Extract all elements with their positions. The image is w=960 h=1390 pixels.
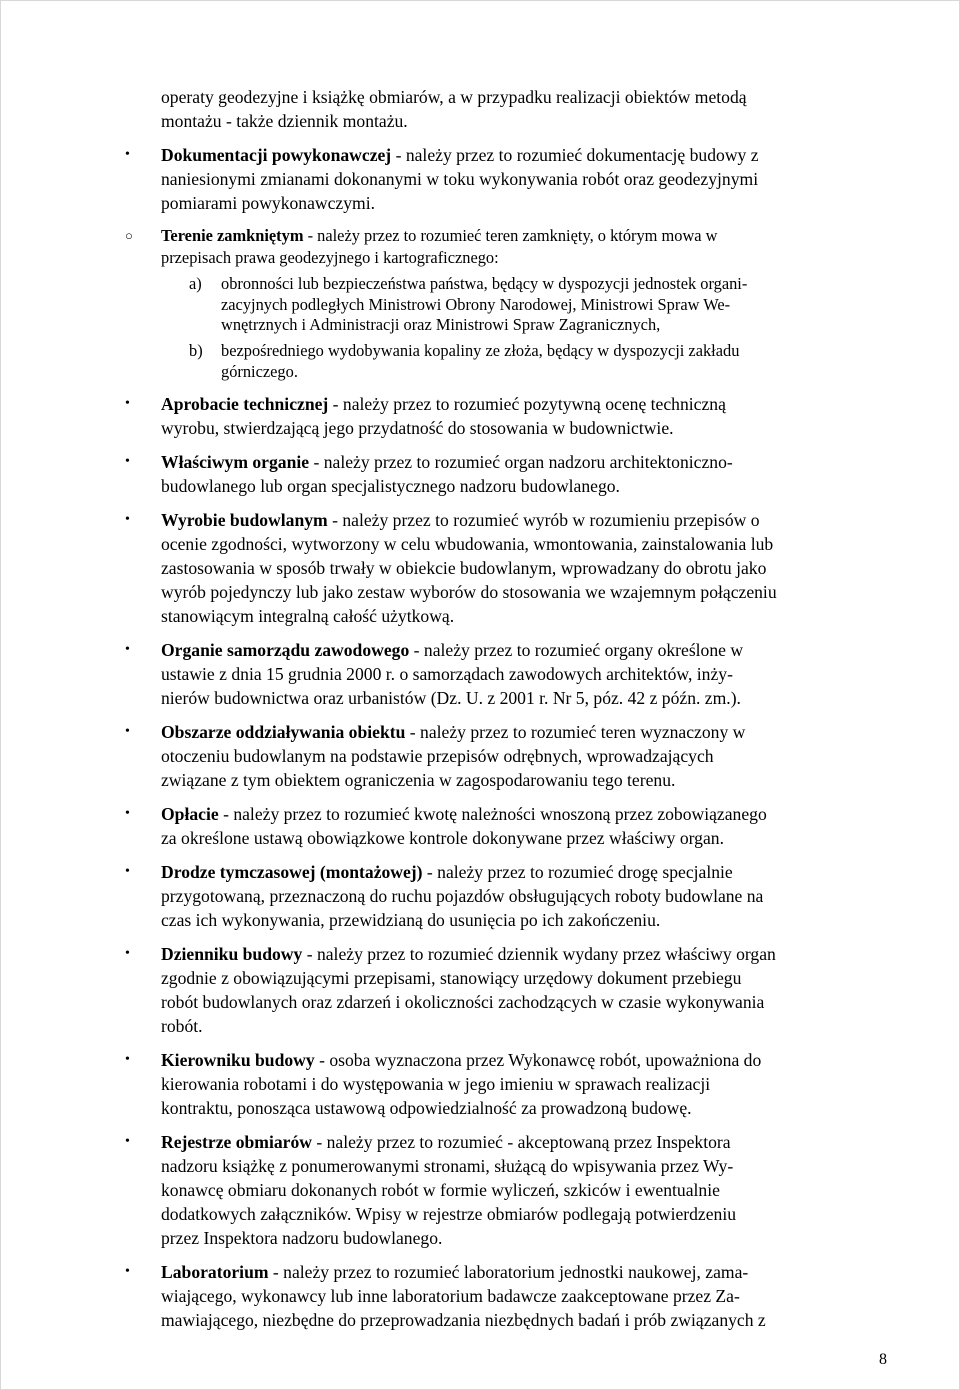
sub-item-label: b) <box>189 341 203 361</box>
definition-term: Dzienniku budowy <box>161 944 303 965</box>
text-line: budowlanego lub organ specjalistycznego nadzoru budowlanego. <box>161 476 620 497</box>
text-line: nierów budownictwa oraz urbanistów (Dz. U. z 2001 r. Nr 5, póz. 42 z późn. zm.). <box>161 688 741 709</box>
definition-item <box>119 450 889 498</box>
text-line <box>161 802 889 826</box>
text-line: przygotowaną, przeznaczoną do ruchu pojazdów obsługujących roboty budowlane na <box>161 886 764 907</box>
definition-term: Opłacie <box>161 804 219 825</box>
definition-term: Wyrobie budowlanym <box>161 510 328 531</box>
definition-item <box>119 720 889 792</box>
text-line: zgodnie z obowiązującymi przepisami, stanowiący urzędowy dokument przebiegu <box>161 968 742 989</box>
definition-term: Kierowniku budowy <box>161 1050 315 1071</box>
definition-text: - osoba wyznaczona przez Wykonawcę robót, upoważniona do <box>314 1050 762 1071</box>
text-line: za określone ustawą obowiązkowe kontrole dokonywane przez właściwy organ. <box>161 828 724 849</box>
definition-item <box>119 1048 889 1120</box>
bullet-icon: • <box>125 512 130 528</box>
definition-item <box>119 143 889 215</box>
text-line: montażu - także dziennik montażu. <box>161 111 408 131</box>
definition-text: - należy przez to rozumieć teren zamknięty, o którym mowa w <box>303 226 718 245</box>
definition-text: - należy przez to rozumieć kwotę należności wnoszoną przez zobowiązanego <box>218 804 767 825</box>
text-line <box>161 225 889 247</box>
text-line <box>161 392 889 416</box>
text-line: mawiającego, niezbędne do przeprowadzania niezbędnych badań i prób związanych z <box>161 1310 766 1331</box>
definition-item <box>119 802 889 850</box>
text-line <box>161 508 889 532</box>
sub-item <box>161 341 889 382</box>
text-line <box>161 1260 889 1284</box>
bullet-icon: • <box>125 1052 130 1068</box>
definition-text: - należy przez to rozumieć - akceptowaną przez Inspektora <box>311 1132 731 1153</box>
text-line: kontraktu, ponosząca ustawową odpowiedzialność za prowadzoną budowę. <box>161 1098 692 1119</box>
definition-text: - należy przez to rozumieć teren wyznaczony w <box>405 722 746 743</box>
text-line: naniesionymi zmianami dokonanymi w toku wykonywania robót oraz geodezyjnymi <box>161 169 759 189</box>
definition-term: Terenie zamkniętym <box>161 226 304 245</box>
text-line: kierowania robotami i do występowania w jego imieniu w sprawach realizacji <box>161 1074 711 1095</box>
text-line <box>161 638 889 662</box>
text-line: ocenie zgodności, wytworzony w celu wbudowania, wmontowania, zainstalowania lub <box>161 534 774 555</box>
text-line: dodatkowych załączników. Wpisy w rejestrze obmiarów podlegają potwierdzeniu <box>161 1204 737 1225</box>
definition-text: - należy przez to rozumieć pozytywną ocenę techniczną <box>328 394 726 415</box>
text-line: ustawie z dnia 15 grudnia 2000 r. o samorządach zawodowych architektów, inży- <box>161 664 733 685</box>
definition-text: - należy przez to rozumieć drogę specjalnie <box>422 862 733 883</box>
text-line <box>161 942 889 966</box>
text-line: otoczeniu budowlanym na podstawie przepisów odrębnych, wprowadzających <box>161 746 714 767</box>
text-line <box>161 860 889 884</box>
text-line <box>161 143 889 167</box>
text-line <box>161 1130 889 1154</box>
definition-text: - należy przez to rozumieć wyrób w rozumieniu przepisów o <box>327 510 760 531</box>
text-line: wyrobu, stwierdzającą jego przydatność do stosowania w budownictwie. <box>161 418 674 439</box>
text-line: nadzoru książkę z ponumerowanymi stronami, służącą do wpisywania przez Wy- <box>161 1156 734 1177</box>
text-line: wyrób pojedynczy lub jako zestaw wyborów do stosowania we wzajemnym połączeniu <box>161 582 777 603</box>
text-line: zastosowania w sposób trwały w obiekcie budowlanym, wprowadzany do obrotu jako <box>161 558 767 579</box>
sub-item <box>161 274 889 335</box>
text-line <box>161 1048 889 1072</box>
bullet-icon: • <box>125 864 130 880</box>
definition-term: Właściwym organie <box>161 452 310 473</box>
text-line: przepisach prawa geodezyjnego i kartograficznego: <box>161 247 499 267</box>
text-line: robót budowlanych oraz zdarzeń i okoliczności zachodzących w czasie wykonywania <box>161 992 765 1013</box>
definition-term: Obszarze oddziaływania obiektu <box>161 722 406 743</box>
bullet-icon: • <box>125 396 130 412</box>
bullet-icon: • <box>125 806 130 822</box>
intro-continuation <box>161 85 889 133</box>
definition-item <box>119 1130 889 1250</box>
definition-text: - należy przez to rozumieć dziennik wydany przez właściwy organ <box>302 944 776 965</box>
text-line: pomiarami powykonawczymi. <box>161 193 376 213</box>
bullet-icon: • <box>125 454 130 470</box>
bullet-icon: • <box>125 642 130 658</box>
definition-item <box>119 942 889 1038</box>
definition-item <box>119 508 889 628</box>
sub-item-label: a) <box>189 274 202 294</box>
page-number: 8 <box>879 1351 887 1368</box>
text-line: czas ich wykonywania, przewidzianą do usunięcia po ich zakończeniu. <box>161 910 661 931</box>
text-line: obronności lub bezpieczeństwa państwa, będący w dyspozycji jednostek organi- <box>221 274 748 294</box>
bullet-icon: • <box>125 946 130 962</box>
definition-item <box>119 225 889 382</box>
bullet-icon: • <box>125 1134 130 1150</box>
definition-term: Drodze tymczasowej (montażowej) <box>161 862 423 883</box>
text-line: zacyjnych podległych Ministrowi Obrony Narodowej, Ministrowi Spraw We- <box>221 294 731 314</box>
text-line: wnętrznych i Administracji oraz Ministrowi Spraw Zagranicznych, <box>221 315 661 334</box>
definition-text: - należy przez to rozumieć organ nadzoru architektoniczno- <box>309 452 733 473</box>
definition-text: - należy przez to rozumieć dokumentację budowy z <box>391 145 759 165</box>
bullet-icon: • <box>125 1264 130 1280</box>
definition-item <box>119 860 889 932</box>
text-line: stanowiącym integralną całość użytkową. <box>161 606 455 627</box>
definition-term: Laboratorium <box>161 1262 269 1283</box>
definition-term: Aprobacie technicznej <box>161 394 329 415</box>
text-line: górniczego. <box>221 361 298 381</box>
definition-list <box>119 143 889 1332</box>
definition-item <box>119 392 889 440</box>
text-line <box>161 720 889 744</box>
text-line: bezpośredniego wydobywania kopaliny ze złoża, będący w dyspozycji zakładu <box>221 341 740 361</box>
definition-term: Organie samorządu zawodowego <box>161 640 410 661</box>
page-content <box>119 85 889 1332</box>
definition-term: Dokumentacji powykonawczej <box>161 145 392 165</box>
text-line: operaty geodezyjne i książkę obmiarów, a w przypadku realizacji obiektów metodą <box>161 87 747 107</box>
text-line: robót. <box>161 1016 203 1037</box>
text-line: konawcę obmiaru dokonanych robót w formie wyliczeń, szkiców i ewentualnie <box>161 1180 720 1201</box>
definition-term: Rejestrze obmiarów <box>161 1132 312 1153</box>
text-line <box>161 450 889 474</box>
definition-item <box>119 638 889 710</box>
text-line: przez Inspektora nadzoru budowlanego. <box>161 1228 443 1249</box>
definition-text: - należy przez to rozumieć laboratorium jednostki naukowej, zama- <box>268 1262 749 1283</box>
bullet-icon: • <box>125 724 130 740</box>
definition-text: - należy przez to rozumieć organy określone w <box>409 640 744 661</box>
bullet-icon: • <box>125 147 130 162</box>
text-line: wiającego, wykonawcy lub inne laboratorium badawcze zaakceptowane przez Za- <box>161 1286 740 1307</box>
hollow-bullet-icon: ○ <box>125 228 133 243</box>
definition-item <box>119 1260 889 1332</box>
text-line: związane z tym obiektem ograniczenia w zagospodarowaniu tego terenu. <box>161 770 676 791</box>
